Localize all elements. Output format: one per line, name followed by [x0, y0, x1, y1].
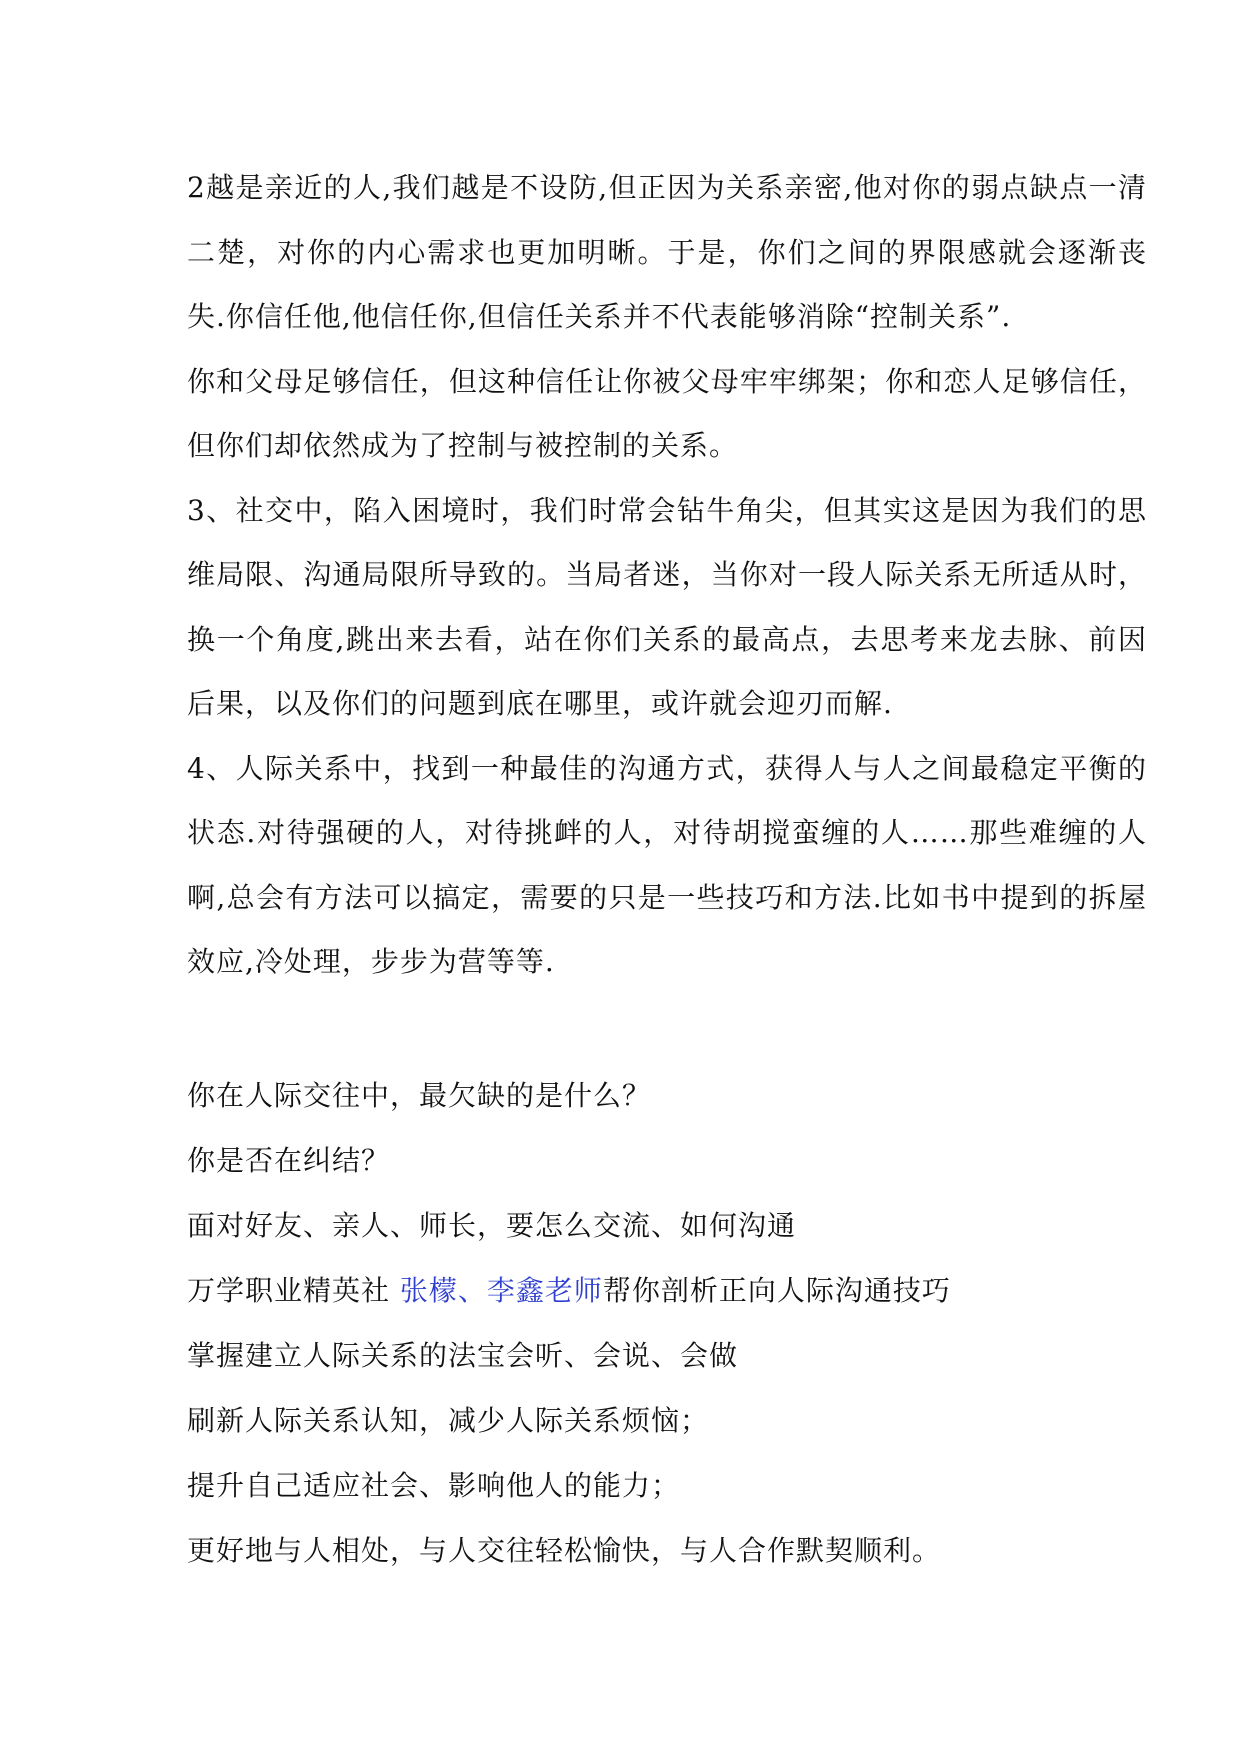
question-line-3: 面对好友、亲人、师长，要怎么交流、如何沟通 [187, 1209, 797, 1242]
question-line-1: 你在人际交往中，最欠缺的是什么？ [187, 1079, 652, 1112]
paragraph-point-3: 3、社交中，陷入困境时，我们时常会钻牛角尖，但其实这是因为我们的思维局限、沟通局限所导致的。当局者迷，当你对一段人际关系无所适从时，换一个角度,跳出来去看，站在你们关系的最高点，去思考来龙去脉、前因后果，以及你们的问题到底在哪里，或许就会迎刃而解. [187, 493, 1147, 720]
benefit-line-4: 更好地与人相处，与人交往轻松愉快，与人合作默契顺利。 [187, 1534, 942, 1567]
benefit-line-2: 刷新人际关系认知，减少人际关系烦恼； [187, 1404, 710, 1437]
promo-section [187, 1063, 1147, 1583]
paragraph-point-2: 2越是亲近的人,我们越是不设防,但正因为关系亲密,他对你的弱点缺点一清二楚，对你的内心需求也更加明晰。于是，你们之间的界限感就会逐渐丧失.你信任他,他信任你,但信任关系并不代表能够消除“控制关系”. [187, 171, 1147, 333]
promo-line-teachers [187, 1258, 1147, 1323]
body-text [187, 156, 1147, 995]
promo-org-name: 万学职业精英社 [187, 1274, 400, 1307]
question-line-2: 你是否在纠结？ [187, 1144, 391, 1177]
paragraph-trust-example: 你和父母足够信任，但这种信任让你被父母牢牢绑架；你和恋人足够信任，但你们却依然成为了控制与被控制的关系。 [187, 364, 1147, 462]
promo-line-suffix: 帮你剖析正向人际沟通技巧 [602, 1274, 951, 1307]
teacher-names: 张檬、李鑫老师 [399, 1274, 603, 1307]
benefit-line-3: 提升自己适应社会、影响他人的能力； [187, 1469, 681, 1502]
paragraph-point-4: 4、人际关系中，找到一种最佳的沟通方式，获得人与人之间最稳定平衡的状态.对待强硬的人，对待挑衅的人，对待胡搅蛮缠的人……那些难缠的人啊,总会有方法可以搞定，需要的只是一些技巧和方法.比如书中提到的拆屋效应,冷处理，步步为营等等. [187, 751, 1147, 978]
benefit-line-1: 掌握建立人际关系的法宝会听、会说、会做 [187, 1339, 739, 1372]
